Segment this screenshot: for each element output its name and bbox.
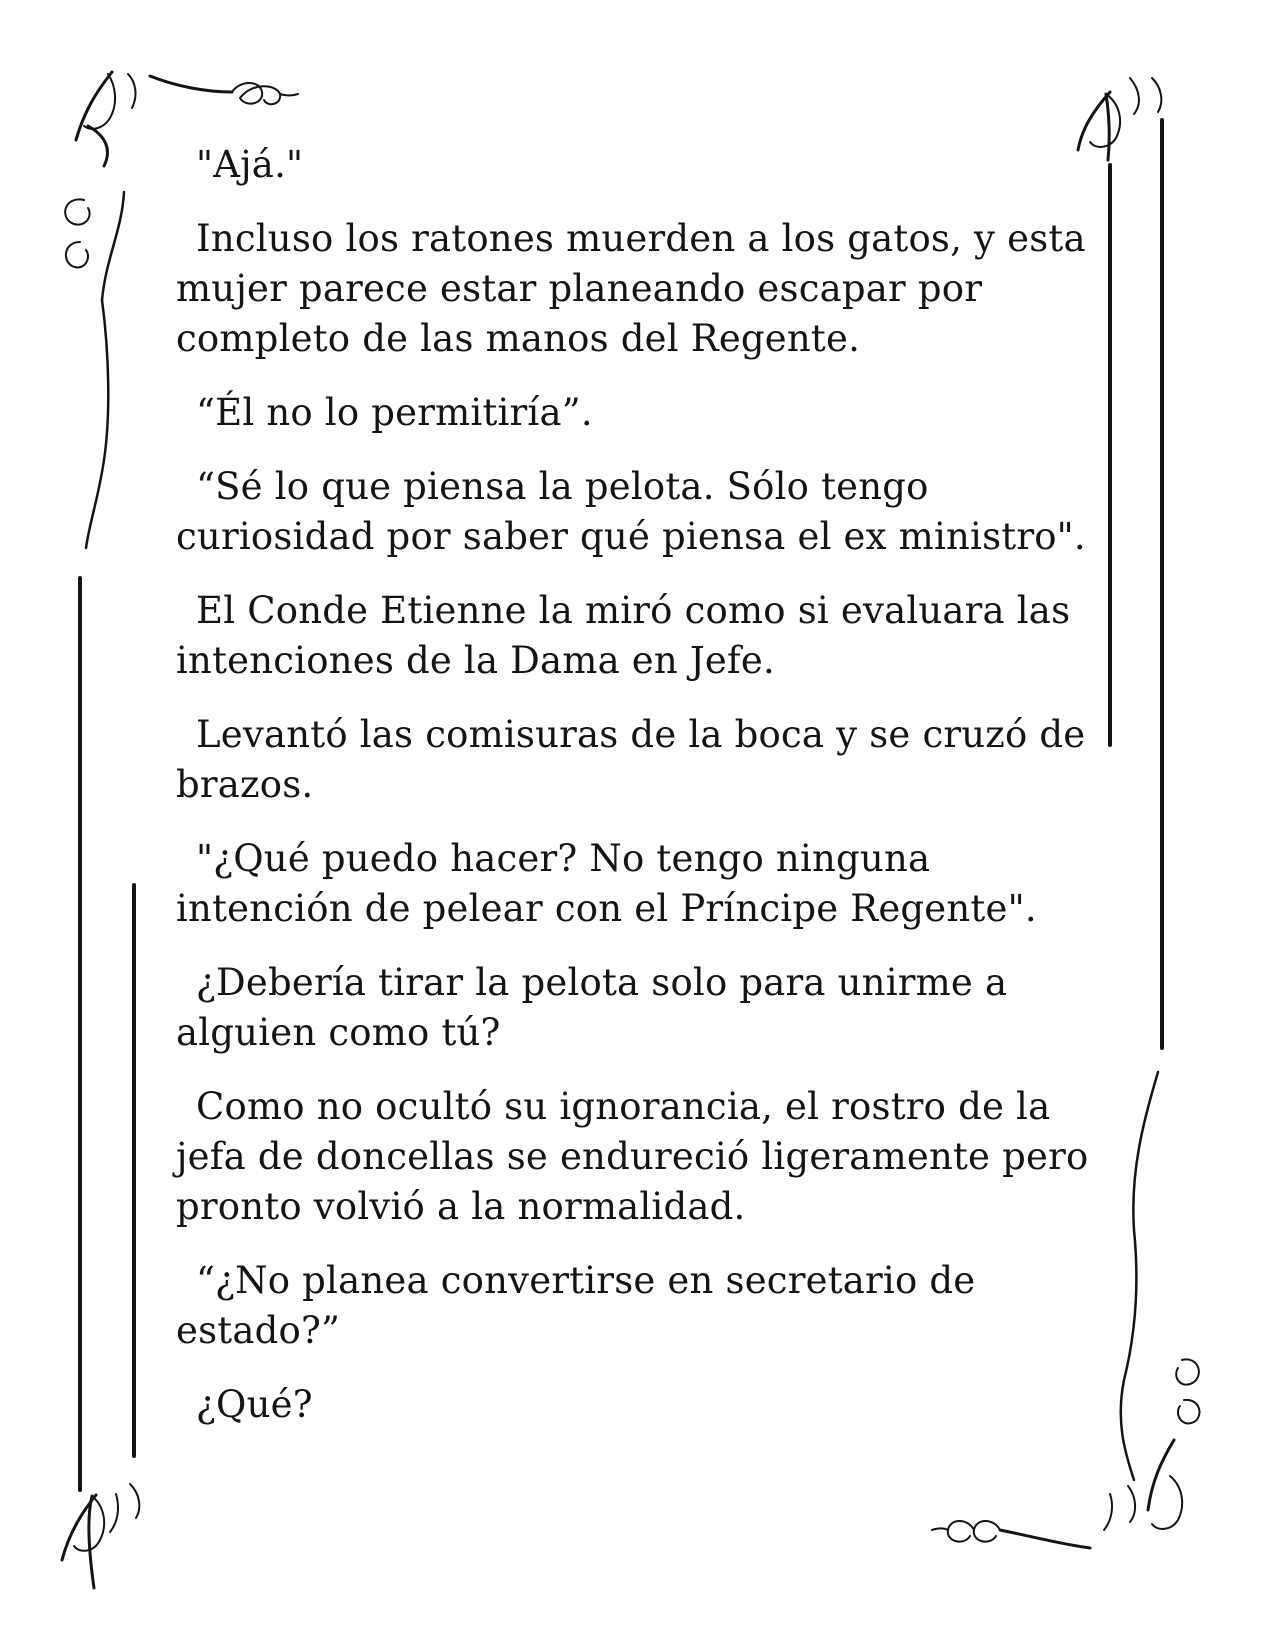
paragraph-2: Incluso los ratones muerden a los gatos, y esta mujer parece estar planeando escapar por completo de las manos del Regente. (176, 217, 1086, 360)
paragraph-5: El Conde Etienne la miró como si evaluara las intenciones de la Dama en Jefe. (176, 589, 1071, 682)
paragraph-3: “Él no lo permitiría”. (196, 391, 593, 434)
paragraph-9: Como no ocultó su ignorancia, el rostro de la jefa de doncellas se endureció ligeramente pero pronto volvió a la normalidad. (176, 1085, 1089, 1228)
paragraph-11: ¿Qué? (196, 1383, 313, 1426)
paragraph-7: "¿Qué puedo hacer? No tengo ninguna intención de pelear con el Príncipe Regente". (176, 837, 1037, 930)
paragraph-8: ¿Debería tirar la pelota solo para unirme a alguien como tú? (176, 961, 1008, 1054)
paragraph-1: "Ajá." (196, 143, 304, 186)
paragraph-6: Levantó las comisuras de la boca y se cruzó de brazos. (176, 713, 1086, 806)
flourish-bottom-left-icon (62, 1484, 139, 1588)
paragraph-4: “Sé lo que piensa la pelota. Sólo tengo curiosidad por saber qué piensa el ex ministro". (176, 465, 1086, 558)
paragraph-10: “¿No planea convertirse en secretario de estado?” (176, 1259, 976, 1352)
body-text (176, 140, 1106, 1454)
